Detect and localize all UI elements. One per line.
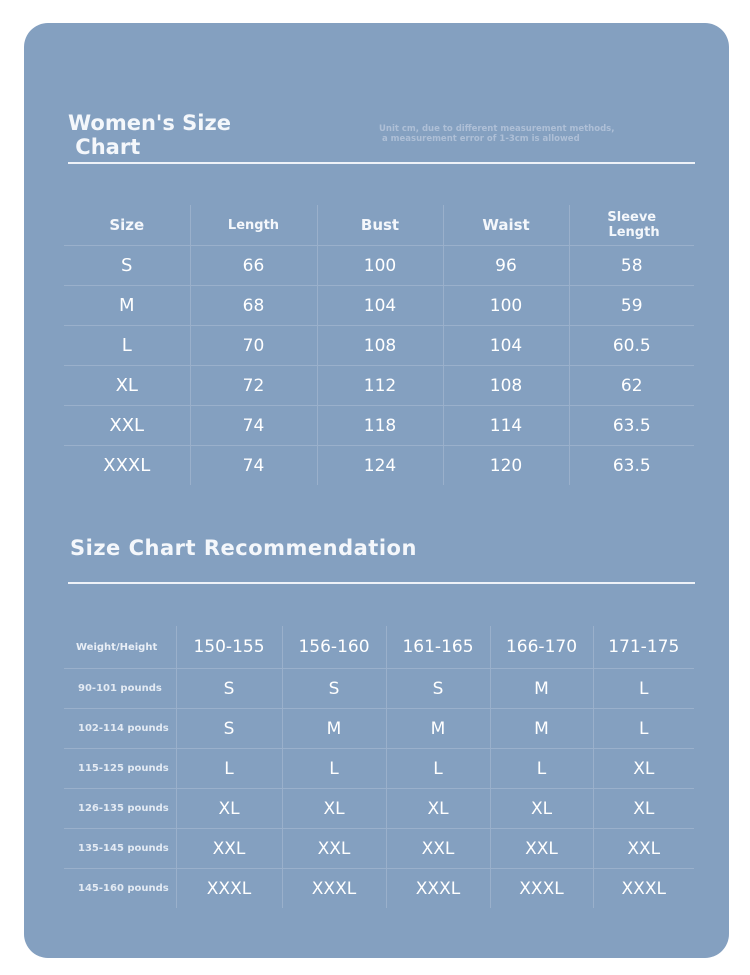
table-row [64,366,694,406]
recommended-size-cell: L [386,749,490,789]
recommended-size-cell: M [490,669,593,709]
recommendation-underline [68,582,695,584]
header-height-range: 150-155 [176,626,282,669]
header-weight-height: Weight/Height [76,641,158,653]
recommended-size-cell: L [593,709,694,749]
size-cell: S [64,246,190,286]
table-row [64,669,694,709]
size-cell: XXXL [64,446,190,486]
waist-cell: 108 [443,366,569,406]
size-cell: XL [64,366,190,406]
weight-cell: 126-135 pounds [64,789,176,829]
bust-cell: 112 [317,366,443,406]
length-cell: 68 [190,286,317,326]
sleeve-cell: 63.5 [569,446,694,486]
title-underline [68,162,695,164]
sleeve-cell: 59 [569,286,694,326]
recommended-size-cell: XXXL [386,869,490,909]
weight-cell: 90-101 pounds [64,669,176,709]
header-height-range: 161-165 [386,626,490,669]
weight-cell: 145-160 pounds [64,869,176,909]
recommended-size-cell: XL [282,789,386,829]
bust-cell: 118 [317,406,443,446]
table-row [64,406,694,446]
weight-cell: 102-114 pounds [64,709,176,749]
bust-cell: 108 [317,326,443,366]
recommended-size-cell: M [282,709,386,749]
waist-cell: 96 [443,246,569,286]
recommended-size-cell: XXXL [593,869,694,909]
recommended-size-cell: XXXL [282,869,386,909]
recommended-size-cell: XL [593,789,694,829]
sleeve-cell: 58 [569,246,694,286]
header-size: Size [109,216,145,234]
recommended-size-cell: S [282,669,386,709]
header-waist: Waist [443,205,569,246]
table-row [64,446,694,486]
waist-cell: 114 [443,406,569,446]
length-cell: 66 [190,246,317,286]
header-bust: Bust [317,205,443,246]
recommended-size-cell: XXL [282,829,386,869]
recommended-size-cell: L [593,669,694,709]
waist-cell: 104 [443,326,569,366]
header-sleeve-length: Sleeve Length [569,205,694,246]
recommended-size-cell: XXXL [176,869,282,909]
recommended-size-cell: XL [593,749,694,789]
size-chart-card [24,23,729,958]
recommended-size-cell: XL [176,789,282,829]
sleeve-cell: 63.5 [569,406,694,446]
length-cell: 72 [190,366,317,406]
recommendation-header [64,626,694,669]
waist-cell: 120 [443,446,569,486]
bust-cell: 124 [317,446,443,486]
table-row [64,749,694,789]
measurement-note: Unit cm, due to different measurement methods, a measurement error of 1-3cm is allowed [379,124,615,144]
length-cell: 74 [190,446,317,486]
size-table-header [64,205,694,246]
recommended-size-cell: XXXL [490,869,593,909]
table-row [64,709,694,749]
bust-cell: 104 [317,286,443,326]
recommended-size-cell: XXL [386,829,490,869]
weight-cell: 135-145 pounds [64,829,176,869]
weight-cell: 115-125 pounds [64,749,176,789]
waist-cell: 100 [443,286,569,326]
table-row [64,789,694,829]
recommended-size-cell: M [386,709,490,749]
recommended-size-cell: L [176,749,282,789]
recommended-size-cell: XL [386,789,490,829]
header-length: Length [190,205,317,246]
table-row [64,326,694,366]
length-cell: 70 [190,326,317,366]
length-cell: 74 [190,406,317,446]
recommended-size-cell: L [490,749,593,789]
recommended-size-cell: S [176,669,282,709]
sleeve-cell: 62 [569,366,694,406]
recommendation-title: Size Chart Recommendation [70,536,417,560]
recommendation-table [64,626,694,908]
header-height-range: 171-175 [593,626,694,669]
table-row [64,869,694,909]
size-cell: XXL [64,406,190,446]
bust-cell: 100 [317,246,443,286]
size-cell: M [64,286,190,326]
header-height-range: 166-170 [490,626,593,669]
size-chart-title: Women's Size Chart [68,111,231,159]
size-table [64,205,694,485]
recommended-size-cell: S [176,709,282,749]
recommended-size-cell: L [282,749,386,789]
table-row [64,286,694,326]
table-row [64,829,694,869]
header-height-range: 156-160 [282,626,386,669]
recommended-size-cell: XXL [593,829,694,869]
recommended-size-cell: XL [490,789,593,829]
sleeve-cell: 60.5 [569,326,694,366]
table-row [64,246,694,286]
recommended-size-cell: M [490,709,593,749]
recommended-size-cell: XXL [176,829,282,869]
size-cell: L [64,326,190,366]
recommended-size-cell: XXL [490,829,593,869]
recommended-size-cell: S [386,669,490,709]
